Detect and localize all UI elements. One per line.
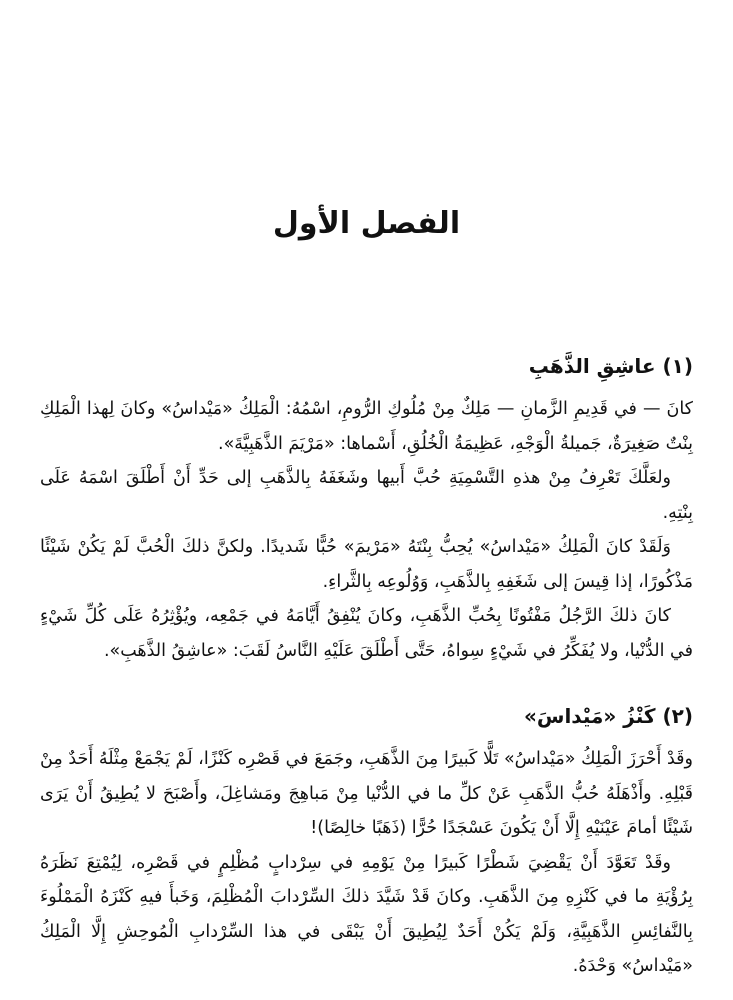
paragraph-1-2: ولعَلَّكَ تَعْرِفُ مِنْ هذهِ التَّسْمِيَةِ حُبَّ أَبيها وشَغَفَهُ بِالذَّهَبِ إلى حَدِّ أَنْ أَطْلَقَ اسْمَهُ عَلَى بِنْتِهِ. — [40, 468, 693, 523]
section-heading-2: (٢) كَنْزُ «مَيْداسَ» — [523, 704, 693, 728]
section-heading-1: (١) عاشِقِ الذَّهَبِ — [528, 354, 693, 378]
chapter-title: الفصل الأول — [272, 206, 461, 241]
paragraph-1-3: وَلَقَدْ كانَ الْمَلِكُ «مَيْداسُ» يُحِبُّ بِنْتَهُ «مَرْيمَ» حُبًّا شَديدًا. ولكنَّ ذلكَ الْحُبَّ لَمْ يَكُنْ شَيْئًا مَذْكُورًا، إذا قِيسَ إلى شَغَفِهِ بِالذَّهَبِ، وَوُلُوعِه بِالثَّراءِ. — [40, 537, 693, 592]
paragraph-2-1: وقَدْ أَحْرَزَ الْمَلِكُ «مَيْداسُ» تَلًّا كَبيرًا مِنَ الذَّهَبِ، وجَمَعَ في قَصْرِه كَنْزًا، لَمْ يَجْمَعْ مِثْلَهُ أَحَدٌ مِنْ قَبْلِهِ. وأَذْهَلَهُ حُبُّ الذَّهَبِ عَنْ كلِّ ما في الدُّنْيا مِنْ مَباهِجَ ومَشاغِلَ، وأَصْبَحَ لا يُطِيقُ أَنْ يَرَى شَيْئًا أمامَ عَيْنَيْهِ إِلَّا أَنْ يَكُونَ عَسْجَدًا حُرًّا (ذَهَبًا خالِصًا)! — [40, 749, 693, 838]
paragraph-1-1: كانَ — في قَدِيمِ الزَّمانِ — مَلِكٌ مِنْ مُلُوكِ الرُّومِ، اسْمُهُ: الْمَلِكُ «مَيْداسُ» وكانَ لِهذا الْمَلِكِ بِنْتٌ صَغِيرَةٌ، جَميلةُ الْوَجْهِ، عَظِيمَةُ الْخُلُقِ، أَسْماها: «مَرْيَمَ الذَّهَبِيَّةَ». — [40, 399, 693, 454]
paragraph-2-2: وقَدْ تَعَوَّدَ أَنْ يَقْضِيَ شَطْرًا كَبيرًا مِنْ يَوْمِهِ في سِرْدابٍ مُظْلِمٍ في قَصْرِه، لِيُمْتِعَ نَظَرَهُ بِرُؤْيَةِ ما في كَنْزِهِ مِنَ الذَّهَبِ. وكانَ قَدْ شَيَّدَ ذلكَ السِّرْدابَ الْمُظْلِمَ، وَخَبأَ فيهِ كَنْزَهُ الْمَمْلُوءَ بِالنَّفائِسِ الذَّهَبِيَّةِ، وَلَمْ يَكُنْ أَحَدٌ لِيُطِيقَ أَنْ يَبْقَى في هذا السِّرْدابِ الْمُوحِشِ إِلَّا الْمَلِكُ «مَيْداسُ» وَحْدَهُ. — [40, 852, 693, 976]
paragraph-1-4: كانَ ذلكَ الرَّجُلُ مَفْتُونًا بِحُبِّ الذَّهَبِ، وكانَ يُنْفِقُ أَيَّامَهُ في جَمْعِه، ويُؤْثِرُهُ عَلَى كُلِّ شَيْءٍ في الدُّنْيا، ولا يُفَكِّرُ في شَيْءٍ سِواهُ، حَتَّى أَطْلَقَ عَلَيْهِ النَّاسُ لَقَبَ: «عاشِقُ الذَّهَبِ». — [40, 606, 693, 661]
page-content — [40, 346, 693, 984]
